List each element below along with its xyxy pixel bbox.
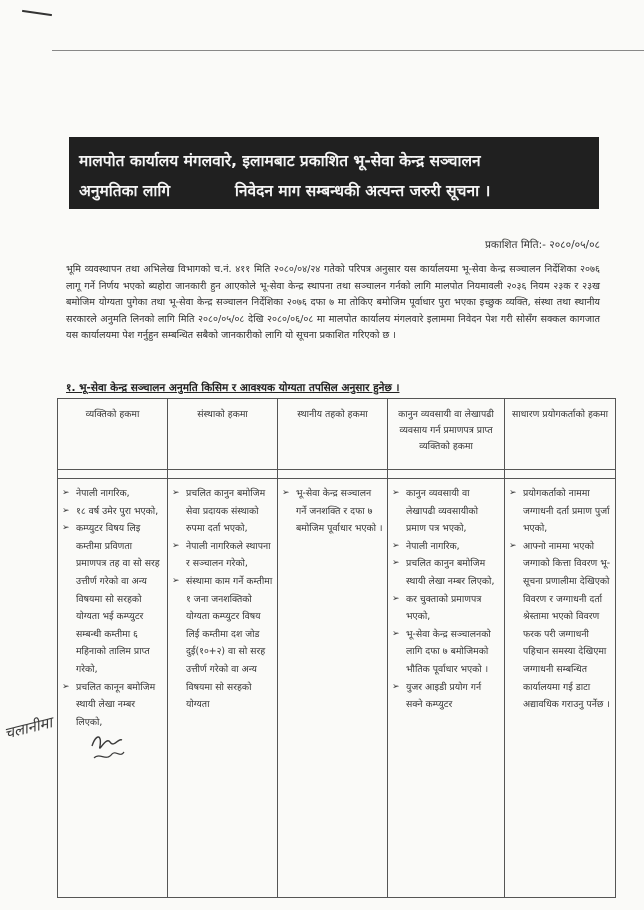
scan-mark [22,10,52,16]
list-item: ➢ कर चुक्ताको प्रमाणपत्र भएको, [392,591,500,626]
list-item: ➢ प्रचलित कानुन बमोजिम सेवा प्रदायक संस्थाको रुपमा दर्ता भएको, [172,485,273,538]
cell-local-level [278,479,388,898]
cell-organization [168,479,278,898]
list-item: ➢ आफ्नो नाममा भएको जग्गाको कित्ता विवरण भू-सूचना प्रणालीमा देखिएको विवरण र जग्गाधनी दर्ता श्रेस्तामा भएको विवरण फरक परी जग्गाधनी पहिचान समस्या देखिएमा जग्गाधनी सम्बन्धित कार्यालयमा गई डाटा अद्यावधिक गराउनु पर्नेछ । [509,538,611,714]
list-item: ➢ कानुन व्यवसायी वा लेखापढी व्यवसायीको प्रमाण पत्र भएको, [392,485,500,538]
list-item: ➢ नेपाली नागरिकले स्थापना र सञ्चालन गरेको, [172,538,273,573]
list-item: ➢ भू-सेवा केन्द्र सञ्चालन गर्ने जनशक्ति र दफा ७ बमोजिम पूर्वाधार भएको । [282,485,383,538]
list-item: ➢ १८ वर्ष उमेर पुरा भएको, [62,503,163,521]
banner-line-1: मालपोत कार्यालय मंगलवारे, इलामबाट प्रकाशित भू-सेवा केन्द्र सञ्चालन [79,152,481,170]
list-individual [62,485,163,731]
table-row [58,479,616,898]
banner-line-2 [79,176,589,206]
eligibility-table [57,398,616,898]
list-item: ➢ प्रयोगकर्ताको नाममा जग्गाधनी दर्ता प्रमाण पुर्जा भएको, [509,485,611,538]
header-local-level: स्थानीय तहको हकमा [278,399,388,470]
list-general-user [509,485,611,714]
header-legal-practitioner: कानुन व्यवसायी वा लेखापढी व्यवसाय गर्न प्रमाणपत्र प्राप्त व्यक्तिको हकमा [388,399,505,470]
list-item: ➢ प्रचलित कानून बमोजिम स्थायी लेखा नम्बर लिएको, [62,679,163,732]
list-item: ➢ संस्थामा काम गर्ने कम्तीमा १ जना जनशक्तिको योग्यता कम्प्युटर विषय लिई कम्तीमा दश जोड दुई(१०+२) वा सो सरह उत्तीर्ण गरेको वा अन्य विषयमा सो सरहको योग्यता [172,573,273,714]
intro-paragraph: भूमि व्यवस्थापन तथा अभिलेख विभागको च.नं. ४११ मिति २०८०/०४/२४ गतेको परिपत्र अनुसार यस कार्यालयमा भू-सेवा केन्द्र सञ्चालन निर्देशिका २०७६ लागू गर्ने निर्णय भएको ब्यहोरा जानकारी हुन आएकोले भू-सेवा केन्द्र स्थापना तथा सञ्चालन गर्नको लागि मालपोत नियमावली २०३६ नियम २३क र २३ख बमोजिम योग्यता पुगेका तथा भू-सेवा केन्द्र सञ्चालन निर्देशिका २०७६ दफा ७ मा तोकिए बमोजिम पूर्वाधार पुरा भएका इच्छुक व्यक्ति, संस्था तथा स्थानीय सरकारले अनुमति लिनको लागि मिति २०८०/०५/०८ देखि २०८०/०६/०८ मा मालपोत कार्यालय मंगलवारे इलाममा निवेदन पेश गरी सोसँग सक्कल कागजात यस कार्यालयमा पेश गर्नुहुन सम्बन्धित सबैको जानकारीको लागि यो सूचना प्रकाशित गरिएको छ । [66,264,600,342]
list-item: ➢ प्रचलित कानुन बमोजिम स्थायी लेखा नम्बर लिएको, [392,555,500,590]
list-organization [172,485,273,714]
list-item: ➢ युजर आइडी प्रयोग गर्न सक्ने कम्प्युटर [392,679,500,714]
cell-general-user [505,479,616,898]
list-local-level [282,485,383,538]
handwritten-initials-signature [88,728,128,764]
cell-individual [58,479,168,898]
cell-legal-practitioner [388,479,505,898]
header-individual: व्यक्तिको हकमा [58,399,168,470]
top-rule [52,50,644,51]
published-date: प्रकाशित मिति:- २०८०/०५/०८ [484,239,600,251]
notice-banner [69,137,599,209]
table-header-row [58,399,616,470]
table-spacer-row [58,470,616,479]
header-general-user: साधारण प्रयोगकर्ताको हकमा [505,399,616,470]
banner-line-2-end: निवेदन माग सम्बन्धकी अत्यन्त जरुरी सूचना । [234,182,491,200]
list-legal-practitioner [392,485,500,714]
list-item: ➢ भू-सेवा केन्द्र सञ्चालनको लागि दफा ७ बमोजिमको भौतिक पूर्वाधार भएको । [392,626,500,679]
section-heading: १. भू-सेवा केन्द्र सञ्चालन अनुमति किसिम र आवश्यक योग्यता तपसिल अनुसार हुनेछ । [66,382,400,394]
banner-line-2-start: अनुमतिका लागि [79,182,171,200]
handwritten-note: चलानीमा [2,713,55,743]
list-item: ➢ नेपाली नागरिक, [392,538,500,556]
list-item: ➢ नेपाली नागरिक, [62,485,163,503]
list-item: ➢ कम्प्युटर विषय लिइ कम्तीमा प्रविणता प्रमाणपत्र तह वा सो सरह उत्तीर्ण गरेको वा अन्य विषयमा सो सरहको योग्यता भई कम्प्युटर सम्बन्धी कम्तीमा ६ महिनाको तालिम प्राप्त गरेको, [62,520,163,678]
header-organization: संस्थाको हकमा [168,399,278,470]
